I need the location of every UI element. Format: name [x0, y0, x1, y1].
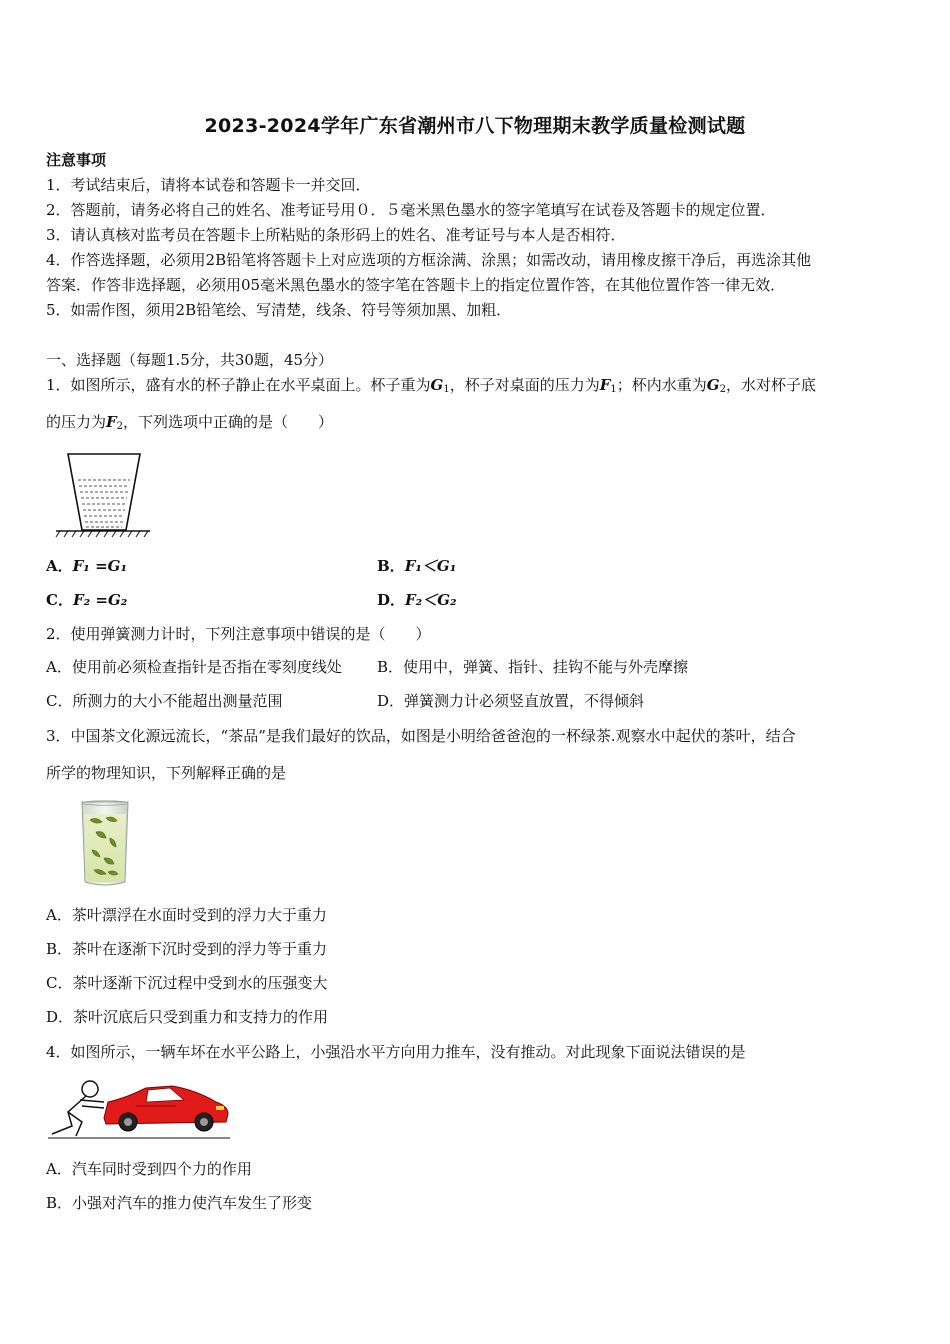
option-text: F₂ =G₂: [72, 591, 128, 609]
q2-option-b[interactable]: B．使用中，弹簧、指针、挂钩不能与外壳摩擦: [377, 658, 689, 676]
question-2-stem: 2．使用弹簧测力计时，下列注意事项中错误的是（ ）: [46, 625, 431, 643]
q4-option-a[interactable]: A．汽车同时受到四个力的作用: [46, 1160, 252, 1178]
q1-option-d[interactable]: [377, 590, 457, 610]
subscript: 1: [610, 384, 617, 395]
notice-item: 1．考试结束后，请将本试卷和答题卡一并交回．: [46, 176, 371, 194]
q1-option-a[interactable]: [46, 556, 127, 576]
notice-item: 2．答题前，请务必将自己的姓名、准考证号用０．５毫米黑色墨水的签字笔填写在试卷及答题卡的规定位置．: [46, 201, 776, 219]
option-text: F₂＜G₂: [405, 591, 457, 609]
q3-option-c[interactable]: C．茶叶逐渐下沉过程中受到水的压强变大: [46, 974, 328, 992]
symbol-F: F: [106, 413, 117, 431]
option-text: F₁ =G₁: [72, 557, 128, 575]
q3-option-d[interactable]: D．茶叶沉底后只受到重力和支持力的作用: [46, 1008, 329, 1026]
text: ；杯内水重为: [616, 376, 707, 394]
symbol-G: G: [706, 376, 720, 394]
q1-option-b[interactable]: [377, 556, 456, 576]
q4-option-b[interactable]: B．小强对汽车的推力使汽车发生了形变: [46, 1194, 313, 1212]
q3-option-a[interactable]: A．茶叶漂浮在水面时受到的浮力大于重力: [46, 906, 327, 924]
option-text: F₁＜G₁: [404, 557, 457, 575]
symbol-G: G: [430, 376, 444, 394]
notice-item: 答案．作答非选择题，必须用05毫米黑色墨水的签字笔在答题卡上的指定位置作答，在其他位置作答一律无效．: [46, 276, 786, 294]
text: 1．如图所示，盛有水的杯子静止在水平桌面上。杯子重为: [46, 376, 431, 394]
q2-option-d[interactable]: D．弹簧测力计必须竖直放置，不得倾斜: [377, 692, 645, 710]
person-pushing-car-figure: [46, 1076, 232, 1142]
option-label: A．: [46, 557, 73, 575]
subscript: 2: [719, 384, 726, 395]
cup-of-water-figure: [54, 450, 154, 542]
section-heading: 一、选择题（每题1.5分，共30题，45分）: [46, 351, 334, 369]
text: ，下列选项中正确的是（ ）: [123, 413, 334, 431]
symbol-F: F: [599, 376, 611, 394]
q1-option-c[interactable]: [46, 590, 127, 610]
text: ，杯子对桌面的压力为: [449, 376, 600, 394]
question-3-line-2: 所学的物理知识，下列解释正确的是: [46, 764, 287, 782]
question-4-stem: 4．如图所示，一辆车坏在水平公路上，小强沿水平方向用力推车，没有推动。对此现象下面说法错误的是: [46, 1043, 746, 1061]
q3-option-b[interactable]: B．茶叶在逐渐下沉时受到的浮力等于重力: [46, 940, 328, 958]
notice-heading: 注意事项: [46, 151, 107, 169]
subscript: 2: [116, 421, 124, 432]
q2-option-c[interactable]: C．所测力的大小不能超出测量范围: [46, 692, 283, 710]
subscript: 1: [443, 384, 450, 395]
option-label: C．: [46, 591, 73, 609]
question-1-line-1: [46, 375, 816, 400]
green-tea-glass-figure: [76, 798, 134, 890]
option-label: D．: [377, 591, 406, 609]
option-label: B．: [377, 557, 405, 575]
notice-item: 5．如需作图，须用2B铅笔绘、写清楚，线条、符号等须加黑、加粗．: [46, 301, 512, 319]
text: ，水对杯子底: [725, 376, 816, 394]
q2-option-a[interactable]: A．使用前必须检查指针是否指在零刻度线处: [46, 658, 342, 676]
page-title: 2023-2024学年广东省潮州市八下物理期末教学质量检测试题: [204, 115, 746, 137]
notice-item: 4．作答选择题，必须用2B铅笔将答题卡上对应选项的方框涂满、涂黑；如需改动，请用橡皮擦干净后，再选涂其他: [46, 251, 812, 269]
question-3-line-1: 3．中国茶文化源远流长，“茶品”是我们最好的饮品，如图是小明给爸爸泡的一杯绿茶.观察水中起伏的茶叶，结合: [46, 727, 796, 745]
question-1-line-2: [46, 412, 333, 437]
text: 的压力为: [46, 413, 107, 431]
notice-item: 3．请认真核对监考员在答题卡上所粘贴的条形码上的姓名、准考证号与本人是否相符．: [46, 226, 626, 244]
